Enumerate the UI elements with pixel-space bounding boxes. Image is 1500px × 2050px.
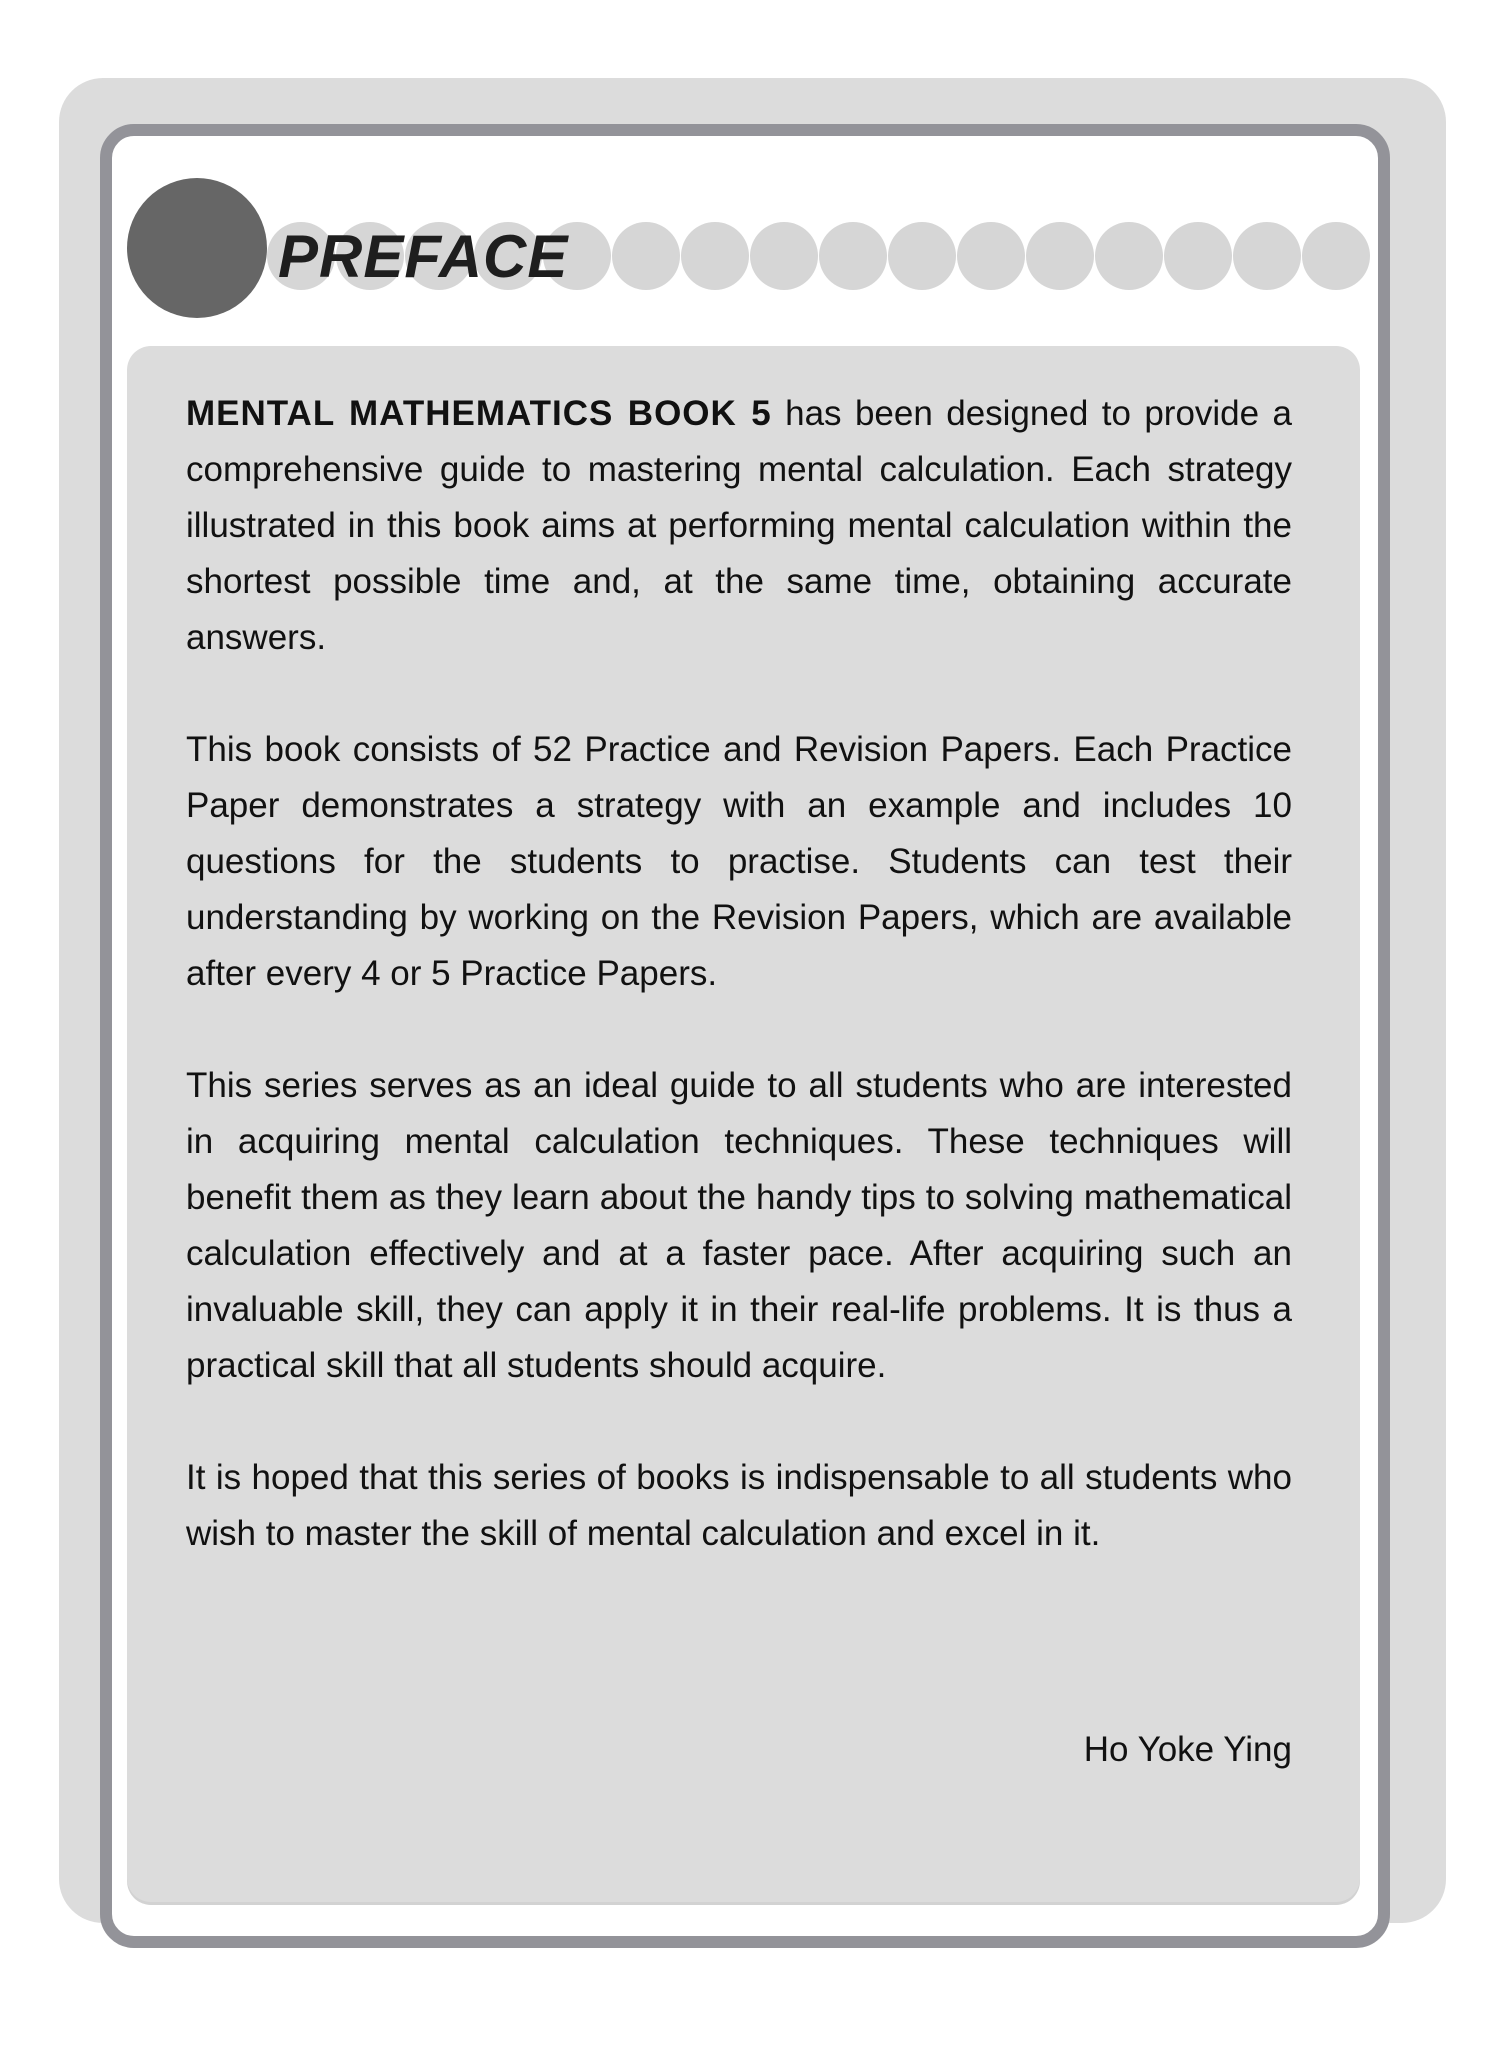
paragraph-4: It is hoped that this series of books is indispensable to all students who wish to master the skill of mental calculation and excel in it. [186,1458,1292,1553]
decorative-dot [612,222,680,290]
page-title: PREFACE [278,223,569,290]
decorative-dot [1026,222,1094,290]
decorative-dot [750,222,818,290]
paragraph-3: This series serves as an ideal guide to all students who are interested in acquiring mental calculation techniques. These techniques will benefit them as they learn about the handy tips to solving mathematical calculation effectively and at a faster pace. After acquiring such an invaluable skill, they can apply it in their real-life problems. It is thus a practical skill that all students should acquire. [186,1066,1292,1385]
decorative-dot [888,222,956,290]
paragraph-text: has been designed to provide a comprehensive guide to mastering mental calculation. Each strategy illustrated in this book aims at performing mental calculation within the shortest possible time and, at the same time, obtaining accurate answers. [186,394,1292,657]
author-signature: Ho Yoke Ying [1083,1730,1292,1769]
preface-body [186,386,1292,1618]
decorative-dot [681,222,749,290]
book-title: MENTAL MATHEMATICS BOOK 5 [186,394,772,433]
decorative-dot [819,222,887,290]
decorative-dot [1095,222,1163,290]
decorative-dot [1302,222,1370,290]
decorative-dot [1164,222,1232,290]
decorative-dot [1233,222,1301,290]
paragraph-1 [186,386,1292,666]
decorative-dot [957,222,1025,290]
paragraph-2: This book consists of 52 Practice and Revision Papers. Each Practice Paper demonstrates a strategy with an example and includes 10 questions for the students to practise. Students can test their understanding by working on the Revision Papers, which are available after every 4 or 5 Practice Papers. [186,730,1292,993]
heading-circle-icon [127,178,267,318]
